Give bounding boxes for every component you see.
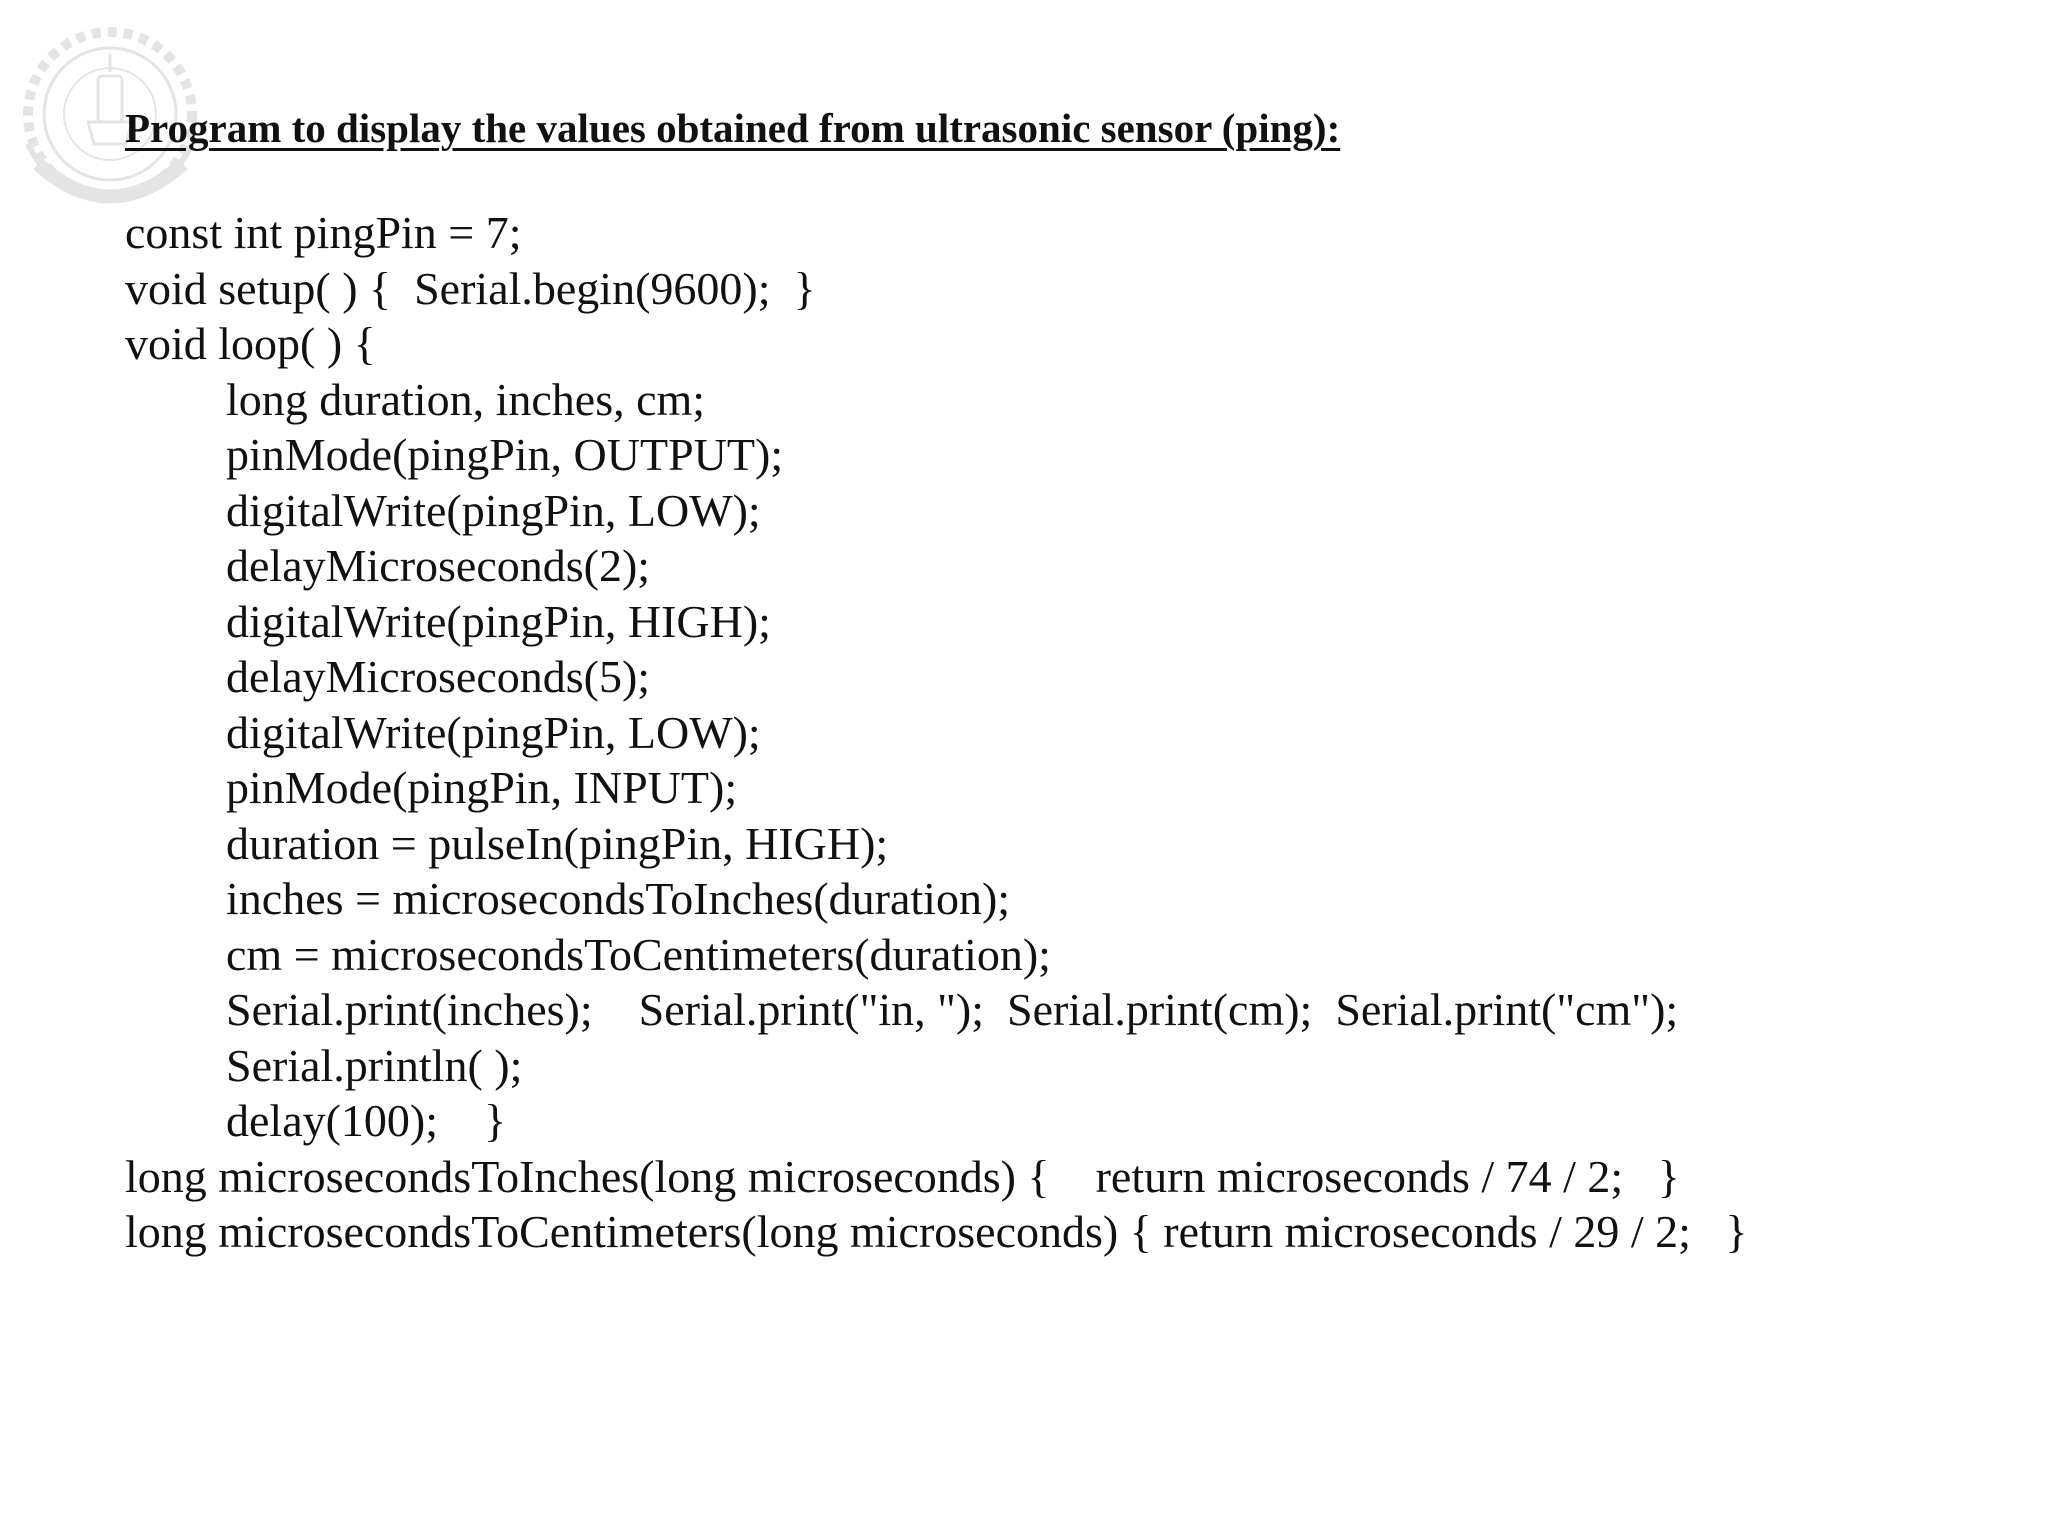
code-line: delayMicroseconds(2); (226, 540, 651, 591)
code-line: const int pingPin = 7; (125, 207, 522, 258)
code-line: pinMode(pingPin, INPUT); (226, 762, 738, 813)
code-line: inches = microsecondsToInches(duration); (226, 873, 1011, 924)
code-line: delayMicroseconds(5); (226, 651, 651, 702)
code-line: delay(100); } (226, 1095, 507, 1146)
code-line: Serial.println( ); (226, 1039, 523, 1091)
code-line: digitalWrite(pingPin, LOW); (226, 484, 761, 536)
code-block (125, 205, 2005, 1260)
code-line: digitalWrite(pingPin, HIGH); (226, 595, 771, 647)
code-line: long duration, inches, cm; (226, 373, 706, 425)
code-line: void setup( ) { Serial.begin(9600); } (125, 262, 816, 314)
code-line: pinMode(pingPin, OUTPUT); (226, 429, 784, 480)
code-line: long microsecondsToInches(long microseconds) { return microseconds / 74 / 2; } (125, 1150, 1680, 1202)
slide-title: Program to display the values obtained from ultrasonic sensor (ping): (125, 105, 1341, 151)
code-line: long microsecondsToCentimeters(long microseconds) { return microseconds / 29 / 2; } (125, 1206, 1748, 1257)
code-line: void loop( ) { (125, 318, 376, 369)
code-line: Serial.print(inches); Serial.print("in, "); Serial.print(cm); Serial.print("cm"); (226, 984, 1679, 1035)
code-line: duration = pulseIn(pingPin, HIGH); (226, 817, 889, 869)
code-line: cm = microsecondsToCentimeters(duration); (226, 928, 1051, 980)
code-line: digitalWrite(pingPin, LOW); (226, 706, 761, 758)
